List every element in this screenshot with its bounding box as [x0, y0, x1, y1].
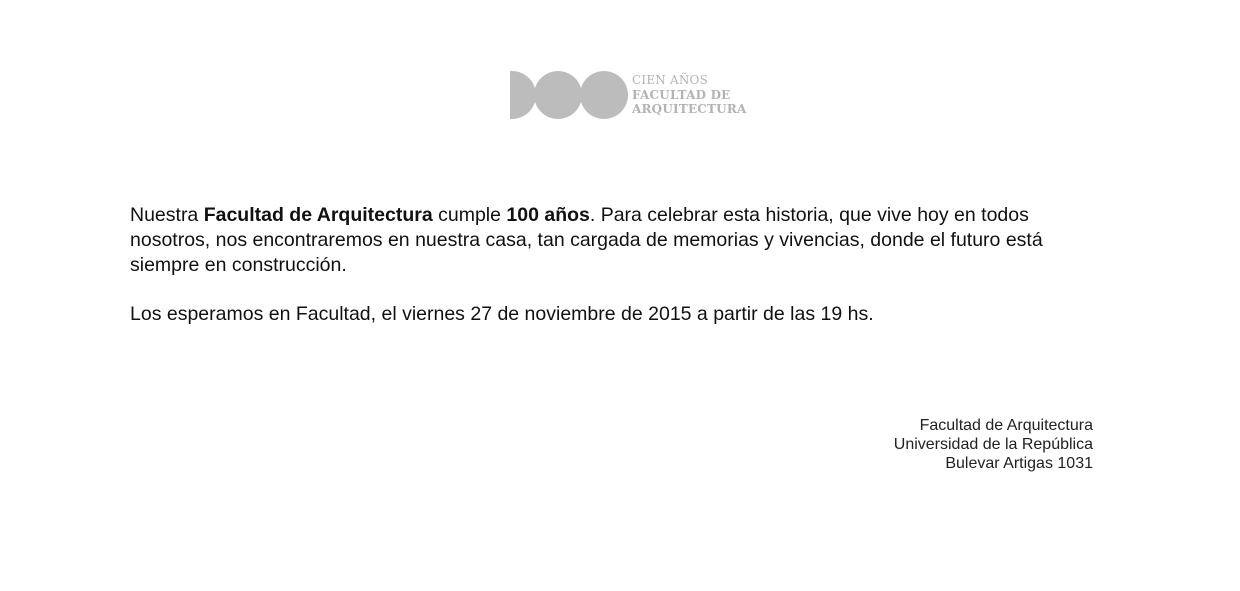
- invitation-paragraph: Los esperamos en Facultad, el viernes 27 de noviembre de 2015 a partir de las 19 hs.: [130, 303, 874, 325]
- invitation-body: [130, 203, 1110, 327]
- address-line-faculty: Facultad de Arquitectura: [919, 417, 1093, 434]
- intro-part-2: cumple: [432, 204, 507, 226]
- intro-part-3: . Para celebrar esta historia, que vive hoy en todos nosotros, nos encontraremos en nuestra casa, tan cargada de memorias y vivencias, donde el futuro está siempre en construcción.: [130, 204, 1043, 276]
- logo-line-arquitectura: ARQUITECTURA: [632, 102, 747, 116]
- intro-paragraph: [130, 203, 1110, 278]
- logo-wordmark: [632, 73, 747, 117]
- intro-bold-facultad: Facultad de Arquitectura: [203, 204, 433, 226]
- intro-bold-100-anos: 100 años: [506, 204, 590, 226]
- logo-line-facultad-de: FACULTAD DE: [632, 87, 731, 102]
- logo-line-cien-anos: CIEN AÑOS: [632, 73, 709, 87]
- address-line-university: Universidad de la República: [893, 436, 1093, 453]
- address-line-street: Bulevar Artigas 1031: [945, 455, 1093, 472]
- intro-part-1: Nuestra: [130, 204, 204, 226]
- address-block: [894, 416, 1093, 473]
- cien-anos-logo: [508, 70, 747, 120]
- cien-anos-100-logo-icon: [508, 70, 630, 120]
